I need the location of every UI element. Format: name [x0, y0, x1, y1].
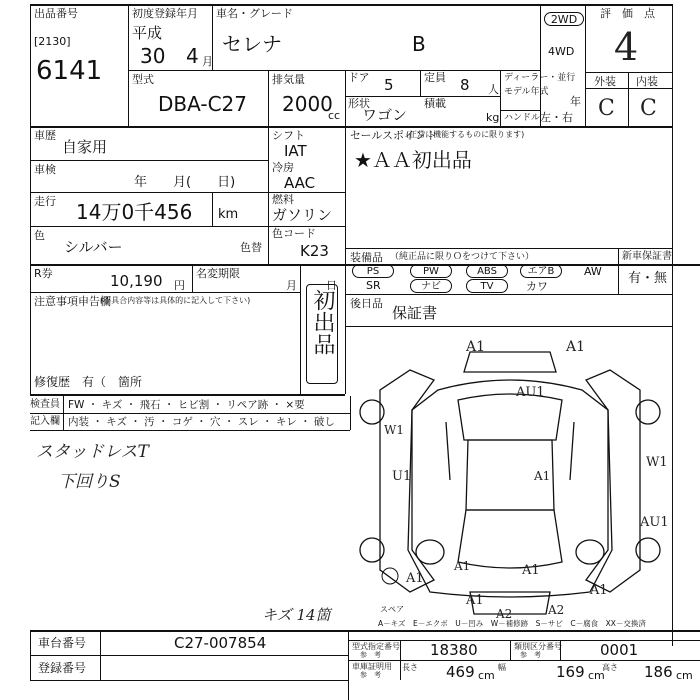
type-no: 18380 [430, 641, 478, 659]
shape: ワゴン [362, 106, 408, 124]
rule [128, 70, 540, 71]
fuel-label: 燃料 [272, 193, 294, 206]
rule [500, 110, 540, 111]
color-change-label: 色替 [240, 241, 262, 254]
damage-mark: A1 [590, 583, 608, 598]
handle-label: ハンドル [504, 113, 541, 123]
docs-value: 保証書 [392, 304, 438, 322]
length-unit: cm [478, 669, 495, 682]
chassis-number: C27-007854 [174, 634, 267, 652]
rule [268, 126, 269, 266]
handwritten-note-1: スタッドレスT [36, 442, 149, 462]
damage-mark: A1 [466, 593, 484, 608]
fuel: ガソリン [272, 206, 333, 224]
car-name: セレナ [222, 32, 282, 56]
color-code-label: 色コード [272, 227, 316, 240]
lot-code: [2130] [34, 35, 71, 48]
rule [100, 630, 101, 680]
damage-mark: A1 [454, 559, 471, 573]
inspector-label-1: 検査員 [30, 399, 60, 410]
reg-month: 4 [186, 44, 199, 68]
model-year-label: モデル年式 [504, 87, 549, 97]
damage-mark: A1 [522, 563, 540, 578]
shift: IAT [284, 142, 307, 160]
history-label: 車歴 [34, 129, 56, 142]
disp-label: 排気量 [272, 73, 305, 86]
equip-sr: SR [366, 279, 381, 292]
damage-mark: A1 [466, 339, 486, 355]
rule [30, 4, 672, 6]
rule [30, 394, 345, 396]
rule [30, 126, 31, 394]
damage-mark: A1 [406, 571, 424, 586]
rule [30, 126, 672, 128]
rule [30, 4, 31, 126]
drive-2wd-circle: 2WD [544, 12, 584, 26]
rule [540, 4, 541, 126]
grade: B [412, 32, 426, 56]
seats-label: 定員 [424, 71, 446, 84]
int-label: 内装 [636, 75, 658, 88]
year-unit: 年 [570, 95, 581, 108]
equip-aw: AW [584, 265, 602, 278]
inspector-label-2: 記入欄 [30, 416, 60, 427]
class-label: 類別区分番号 [514, 642, 562, 651]
type-no-label: 型式指定番号 [352, 642, 400, 651]
mileage-label: 走行 [34, 195, 56, 208]
reg-label: 登録番号 [38, 661, 87, 675]
reg-year: 30 [140, 44, 166, 68]
shape-label: 形状 [348, 97, 370, 110]
damage-mark: A2 [496, 607, 513, 621]
rule [30, 630, 700, 632]
lot-number: 6141 [36, 56, 103, 86]
spare-label: スペア [380, 605, 404, 614]
seats: 8 [460, 76, 470, 94]
chassis-label: 車台番号 [38, 636, 87, 650]
rule [585, 4, 586, 126]
shaken-value: 年 月( 日) [134, 175, 236, 190]
damage-mark: W1 [646, 455, 668, 470]
height-unit: cm [676, 669, 693, 682]
rule [500, 70, 501, 126]
shaken-label: 車検 [34, 163, 56, 176]
damage-legend: A－キズ E－エクボ U－凹み W－補修跡 S－サビ C－腐食 XX－交換済 [378, 619, 646, 628]
rule [192, 264, 193, 292]
class-no: 0001 [600, 641, 639, 659]
doors: 5 [384, 76, 394, 94]
meigi-label: 名変期限 [196, 267, 240, 280]
rule [30, 413, 350, 414]
height-label: 高さ [602, 663, 618, 672]
docs-label: 後日品 [350, 297, 383, 310]
rule [420, 70, 421, 96]
int-score: C [640, 96, 657, 121]
color-label: 色 [34, 229, 45, 242]
inspector-row-2: 内装 ・ キズ ・ 汚 ・ コゲ ・ 穴 ・ スレ ・ キレ ・ 破し [68, 416, 335, 428]
car-label: 車名・グレード [216, 7, 293, 20]
width-label: 幅 [498, 663, 506, 672]
damage-mark: W1 [384, 423, 404, 437]
height: 186 [644, 663, 673, 681]
lot-label: 出品番号 [34, 7, 78, 20]
first-listing-text: 初出品 [310, 289, 335, 355]
eval-label: 評 価 点 [600, 7, 655, 20]
era: 平成 [132, 24, 163, 42]
equipment-label: 装備品 [350, 251, 383, 264]
length-label: 長さ [402, 663, 418, 672]
ext-label: 外装 [594, 75, 616, 88]
handle: 左・右 [540, 111, 573, 124]
warranty-label: 新車保証書 [622, 251, 672, 262]
damage-mark: AU1 [640, 515, 669, 530]
equip-ps: PS [352, 264, 394, 278]
rule [345, 70, 346, 126]
rule [128, 4, 129, 126]
rule [30, 192, 345, 193]
damage-mark: U1 [392, 469, 412, 484]
rule [30, 655, 348, 656]
color: シルバー [64, 238, 123, 256]
damage-mark: A1 [534, 469, 551, 483]
equip-abs: ABS [466, 264, 508, 278]
rule [510, 640, 511, 660]
notes-sub: (不具合内容等は具体的に記入して下さい) [100, 296, 251, 305]
length: 469 [446, 663, 475, 681]
model-code: DBA-C27 [158, 92, 247, 116]
door-label: ドア [348, 71, 370, 84]
equip-tv: TV [466, 279, 508, 293]
load-label: 積載 [424, 97, 446, 110]
rule [30, 160, 268, 161]
meigi-day: 日 [326, 279, 337, 292]
rule [30, 680, 348, 681]
rule [345, 248, 672, 249]
repair-history: 修復歴 有（ 箇所 [34, 375, 143, 389]
equip-leather: カワ [526, 280, 548, 293]
rule [672, 4, 673, 126]
drive-4wd: 4WD [548, 45, 575, 58]
history-value: 自家用 [62, 138, 108, 156]
recycle-label: R券 [34, 267, 53, 280]
damage-mark: AU1 [516, 385, 545, 400]
rule [300, 264, 301, 394]
type-ref: 参 考 [360, 651, 381, 659]
km-unit: km [218, 207, 239, 222]
rule [400, 640, 401, 680]
mileage: 14万0千456 [76, 200, 193, 224]
color-code: K23 [300, 242, 329, 260]
rule [30, 630, 31, 680]
damage-mark: A2 [548, 603, 565, 617]
rule [30, 430, 350, 431]
rule [212, 192, 213, 226]
class-ref: 参 考 [520, 651, 541, 659]
cert-label: 車庫証明用 [352, 662, 392, 671]
rule [268, 70, 269, 126]
equip-pw: PW [410, 264, 452, 278]
equip-airbag: エアB [520, 264, 562, 278]
month-unit: 月 [202, 55, 213, 68]
recycle-amount: 10,190 [110, 272, 163, 290]
ac-label: 冷房 [272, 161, 294, 174]
diagram-note: キズ 14箇 [262, 606, 331, 624]
first-listing-stamp [306, 284, 338, 384]
ac: AAC [284, 174, 316, 192]
first-reg-label: 初度登録年月 [132, 7, 198, 20]
rule [628, 72, 629, 126]
warranty-value: 有・無 [628, 271, 668, 286]
inspector-row-1: FW ・ キズ ・ 飛石 ・ ヒビ割 ・ リペア跡 ・ ×要 [68, 399, 305, 411]
cc-unit: cc [328, 109, 341, 122]
rule [672, 126, 673, 646]
rule [30, 292, 300, 293]
displacement: 2000 [282, 92, 333, 116]
yen-unit: 円 [174, 279, 185, 292]
cert-ref: 参 考 [360, 671, 381, 679]
rule [345, 326, 672, 327]
meigi-month: 月 [286, 279, 297, 292]
rule [345, 126, 346, 394]
equip-navi: ナビ [410, 279, 452, 293]
sales-sub: (正常に機能するものに限ります) [406, 130, 525, 139]
sales-point: ★ＡＡ初出品 [354, 148, 472, 172]
model-label: 型式 [132, 73, 154, 86]
sales-label: セールスポイント [350, 129, 438, 142]
rule [618, 248, 619, 294]
equipment-sub: （純正品に限りＯをつけて下さい） [390, 252, 535, 262]
seats-unit: 人 [488, 83, 499, 96]
rule [345, 294, 672, 295]
width: 169 [556, 663, 585, 681]
ext-score: C [598, 96, 615, 121]
kg-unit: kg [486, 111, 500, 124]
width-unit: cm [588, 669, 605, 682]
damage-mark: A1 [566, 339, 586, 355]
handwritten-note-2: 下回りS [58, 472, 121, 492]
eval-score: 4 [614, 25, 639, 69]
notes-label: 注意事項申告欄 [34, 295, 111, 308]
shift-label: シフト [272, 129, 305, 142]
dealer-label: ディーラー・並行 [504, 73, 576, 83]
